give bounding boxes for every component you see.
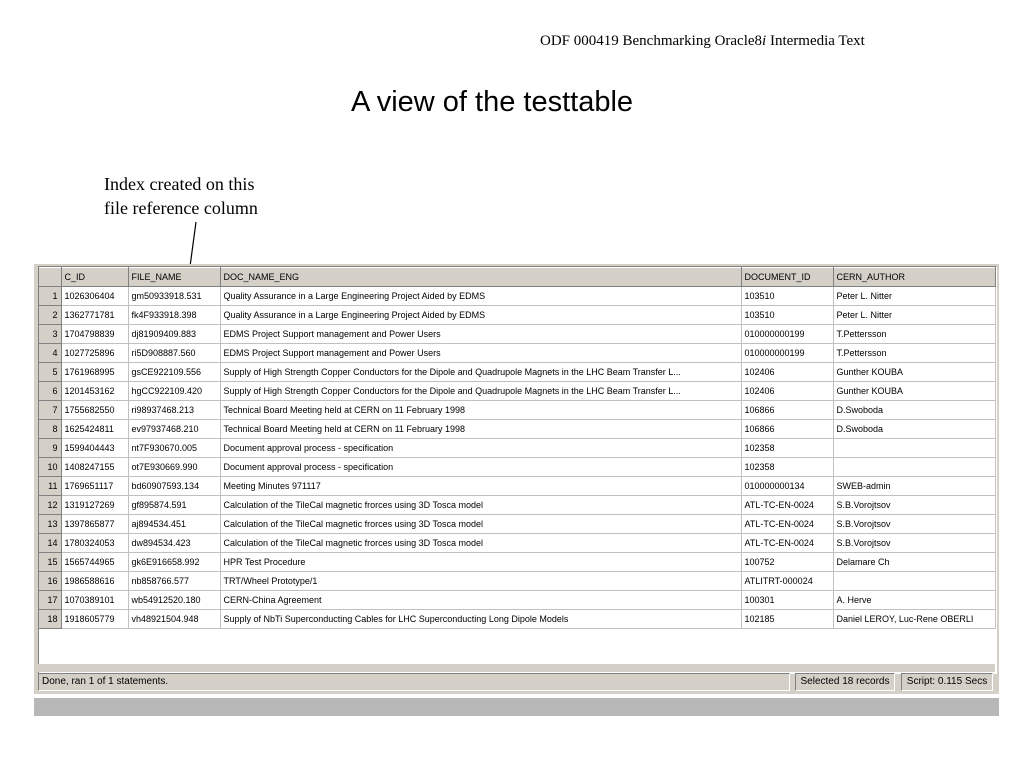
row-number[interactable]: 4 (39, 344, 61, 363)
table-cell[interactable]: 102358 (741, 439, 833, 458)
table-cell[interactable]: Supply of NbTi Superconducting Cables for LHC Superconducting Long Dipole Models (220, 610, 741, 629)
results-grid (38, 266, 997, 674)
table-cell[interactable]: Calculation of the TileCal magnetic frorces using 3D Tosca model (220, 534, 741, 553)
table-cell[interactable]: 1918605779 (61, 610, 128, 629)
table-cell[interactable]: HPR Test Procedure (220, 553, 741, 572)
table-cell[interactable]: ATLITRT-000024 (741, 572, 833, 591)
table-cell[interactable]: Daniel LEROY, Luc-Rene OBERLI (833, 610, 995, 629)
header-italic: i (762, 33, 767, 49)
table-cell[interactable]: gk6E916658.992 (128, 553, 220, 572)
table-cell[interactable]: 1780324053 (61, 534, 128, 553)
table-cell[interactable]: dw894534.423 (128, 534, 220, 553)
row-number[interactable]: 12 (39, 496, 61, 515)
table-cell[interactable]: 100752 (741, 553, 833, 572)
table-cell[interactable]: 100301 (741, 591, 833, 610)
table-cell[interactable] (833, 572, 995, 591)
bottom-band (34, 698, 999, 716)
row-number[interactable]: 1 (39, 287, 61, 306)
table-row[interactable] (39, 287, 995, 306)
table-row[interactable] (39, 325, 995, 344)
table-cell[interactable]: 102185 (741, 610, 833, 629)
table-cell[interactable]: CERN-China Agreement (220, 591, 741, 610)
table-cell[interactable]: bd60907593.134 (128, 477, 220, 496)
row-number[interactable]: 13 (39, 515, 61, 534)
status-bar (38, 672, 995, 692)
table-cell[interactable]: Gunther KOUBA (833, 382, 995, 401)
table-cell[interactable]: 010000000199 (741, 344, 833, 363)
table-cell[interactable]: T.Pettersson (833, 325, 995, 344)
row-number[interactable]: 17 (39, 591, 61, 610)
header-suffix: Intermedia Text (766, 33, 865, 49)
table-cell[interactable] (833, 458, 995, 477)
table-row[interactable] (39, 591, 995, 610)
row-number[interactable]: 2 (39, 306, 61, 325)
annotation-text (104, 172, 258, 220)
table-row[interactable] (39, 420, 995, 439)
table-cell[interactable]: 1027725896 (61, 344, 128, 363)
table-cell[interactable]: dj81909409.883 (128, 325, 220, 344)
table-cell[interactable]: 1599404443 (61, 439, 128, 458)
table-cell[interactable]: Gunther KOUBA (833, 363, 995, 382)
table-cell[interactable]: Document approval process - specification (220, 458, 741, 477)
table-cell[interactable]: 1565744965 (61, 553, 128, 572)
annotation-line-1: Index created on this (104, 174, 255, 194)
table-cell[interactable]: 102406 (741, 382, 833, 401)
table-cell[interactable]: 106866 (741, 401, 833, 420)
grid-bottom-margin (38, 664, 995, 672)
table-cell[interactable]: hgCC922109.420 (128, 382, 220, 401)
table-cell[interactable]: ATL-TC-EN-0024 (741, 534, 833, 553)
table-cell[interactable]: Peter L. Nitter (833, 306, 995, 325)
table-cell[interactable]: 1397865877 (61, 515, 128, 534)
table-cell[interactable]: Delamare Ch (833, 553, 995, 572)
table-cell[interactable]: Quality Assurance in a Large Engineering Project Aided by EDMS (220, 306, 741, 325)
query-result-window (34, 264, 999, 694)
table-row[interactable] (39, 477, 995, 496)
table-cell[interactable]: 1362771781 (61, 306, 128, 325)
table-cell[interactable]: ATL-TC-EN-0024 (741, 515, 833, 534)
table-row[interactable] (39, 572, 995, 591)
table-cell[interactable]: wb54912520.180 (128, 591, 220, 610)
row-number[interactable]: 15 (39, 553, 61, 572)
table-row[interactable] (39, 382, 995, 401)
row-number[interactable]: 5 (39, 363, 61, 382)
table-cell[interactable]: vh48921504.948 (128, 610, 220, 629)
table-cell[interactable]: gsCE922109.556 (128, 363, 220, 382)
row-number[interactable]: 7 (39, 401, 61, 420)
table-cell[interactable]: D.Swoboda (833, 401, 995, 420)
header-prefix: ODF 000419 Benchmarking Oracle8 (540, 33, 763, 49)
table-cell[interactable]: 010000000134 (741, 477, 833, 496)
table-cell[interactable]: 1986588616 (61, 572, 128, 591)
annotation-line-2: file reference column (104, 198, 258, 218)
table-cell[interactable]: 103510 (741, 287, 833, 306)
table-cell[interactable]: Document approval process - specification (220, 439, 741, 458)
slide-header (540, 33, 865, 50)
slide-title: A view of the testtable (350, 86, 634, 118)
table-cell[interactable]: aj894534.451 (128, 515, 220, 534)
table-cell[interactable]: Technical Board Meeting held at CERN on 11 February 1998 (220, 420, 741, 439)
column-header-c-id[interactable]: C_ID (61, 268, 128, 287)
table-cell[interactable]: 1704798839 (61, 325, 128, 344)
row-number[interactable]: 10 (39, 458, 61, 477)
table-row[interactable] (39, 401, 995, 420)
column-header-document-id[interactable]: DOCUMENT_ID (741, 268, 833, 287)
table-row[interactable] (39, 496, 995, 515)
table-cell[interactable]: 1026306404 (61, 287, 128, 306)
table-cell[interactable]: 1625424811 (61, 420, 128, 439)
table-cell[interactable]: Meeting Minutes 971117 (220, 477, 741, 496)
table-cell[interactable]: fk4F933918.398 (128, 306, 220, 325)
row-number[interactable]: 16 (39, 572, 61, 591)
table-row[interactable] (39, 306, 995, 325)
table-cell[interactable]: ATL-TC-EN-0024 (741, 496, 833, 515)
row-number[interactable]: 6 (39, 382, 61, 401)
table-cell[interactable]: nt7F930670.005 (128, 439, 220, 458)
column-header-file-name[interactable]: FILE_NAME (128, 268, 220, 287)
table-cell[interactable]: 103510 (741, 306, 833, 325)
table-row[interactable] (39, 610, 995, 629)
status-selected-count: Selected 18 records (795, 673, 895, 691)
table-cell[interactable]: 102358 (741, 458, 833, 477)
row-number[interactable]: 8 (39, 420, 61, 439)
table-cell[interactable]: Supply of High Strength Copper Conductors for the Dipole and Quadrupole Magnets in the LHC Beam Transfer L... (220, 382, 741, 401)
row-number[interactable]: 3 (39, 325, 61, 344)
table-cell[interactable]: SWEB-admin (833, 477, 995, 496)
table-cell[interactable] (833, 439, 995, 458)
table-cell[interactable]: 1755682550 (61, 401, 128, 420)
column-header-cern-author[interactable]: CERN_AUTHOR (833, 268, 995, 287)
table-cell[interactable]: Quality Assurance in a Large Engineering Project Aided by EDMS (220, 287, 741, 306)
table-cell[interactable]: EDMS Project Support management and Power Users (220, 325, 741, 344)
table-cell[interactable]: gf895874.591 (128, 496, 220, 515)
row-number[interactable]: 18 (39, 610, 61, 629)
table-cell[interactable]: 1070389101 (61, 591, 128, 610)
row-number[interactable]: 9 (39, 439, 61, 458)
table-row[interactable] (39, 515, 995, 534)
table-row[interactable] (39, 439, 995, 458)
table-cell[interactable]: Calculation of the TileCal magnetic frorces using 3D Tosca model (220, 496, 741, 515)
table-row[interactable] (39, 344, 995, 363)
table-cell[interactable]: Calculation of the TileCal magnetic frorces using 3D Tosca model (220, 515, 741, 534)
results-table (39, 267, 996, 629)
table-cell[interactable]: S.B.Vorojtsov (833, 496, 995, 515)
results-body (39, 287, 995, 629)
status-message: Done, ran 1 of 1 statements. (38, 673, 790, 691)
column-header-doc-name-eng[interactable]: DOC_NAME_ENG (220, 268, 741, 287)
table-cell[interactable]: D.Swoboda (833, 420, 995, 439)
table-cell[interactable]: ev97937468.210 (128, 420, 220, 439)
table-cell[interactable]: ri5D908887.560 (128, 344, 220, 363)
table-cell[interactable]: 1201453162 (61, 382, 128, 401)
table-cell[interactable]: 102406 (741, 363, 833, 382)
table-cell[interactable]: 106866 (741, 420, 833, 439)
status-script-time: Script: 0.115 Secs (901, 673, 993, 691)
table-cell[interactable]: Technical Board Meeting held at CERN on 11 February 1998 (220, 401, 741, 420)
table-cell[interactable]: 1761968995 (61, 363, 128, 382)
table-row[interactable] (39, 363, 995, 382)
table-cell[interactable]: ri98937468.213 (128, 401, 220, 420)
table-cell[interactable]: A. Herve (833, 591, 995, 610)
table-cell[interactable]: nb858766.577 (128, 572, 220, 591)
table-cell[interactable]: gm50933918.531 (128, 287, 220, 306)
table-cell[interactable]: 010000000199 (741, 325, 833, 344)
table-row[interactable] (39, 534, 995, 553)
table-row[interactable] (39, 553, 995, 572)
table-row[interactable] (39, 458, 995, 477)
corner-cell[interactable] (39, 268, 61, 287)
table-cell[interactable]: 1769651117 (61, 477, 128, 496)
row-number[interactable]: 11 (39, 477, 61, 496)
table-cell[interactable]: Supply of High Strength Copper Conductors for the Dipole and Quadrupole Magnets in the LHC Beam Transfer L... (220, 363, 741, 382)
row-number[interactable]: 14 (39, 534, 61, 553)
table-cell[interactable]: 1319127269 (61, 496, 128, 515)
table-cell[interactable]: T.Pettersson (833, 344, 995, 363)
header-row (39, 268, 995, 287)
table-cell[interactable]: S.B.Vorojtsov (833, 515, 995, 534)
table-cell[interactable]: S.B.Vorojtsov (833, 534, 995, 553)
table-cell[interactable]: TRT/Wheel Prototype/1 (220, 572, 741, 591)
table-cell[interactable]: EDMS Project Support management and Power Users (220, 344, 741, 363)
table-cell[interactable]: Peter L. Nitter (833, 287, 995, 306)
table-cell[interactable]: 1408247155 (61, 458, 128, 477)
table-cell[interactable]: ot7E930669.990 (128, 458, 220, 477)
